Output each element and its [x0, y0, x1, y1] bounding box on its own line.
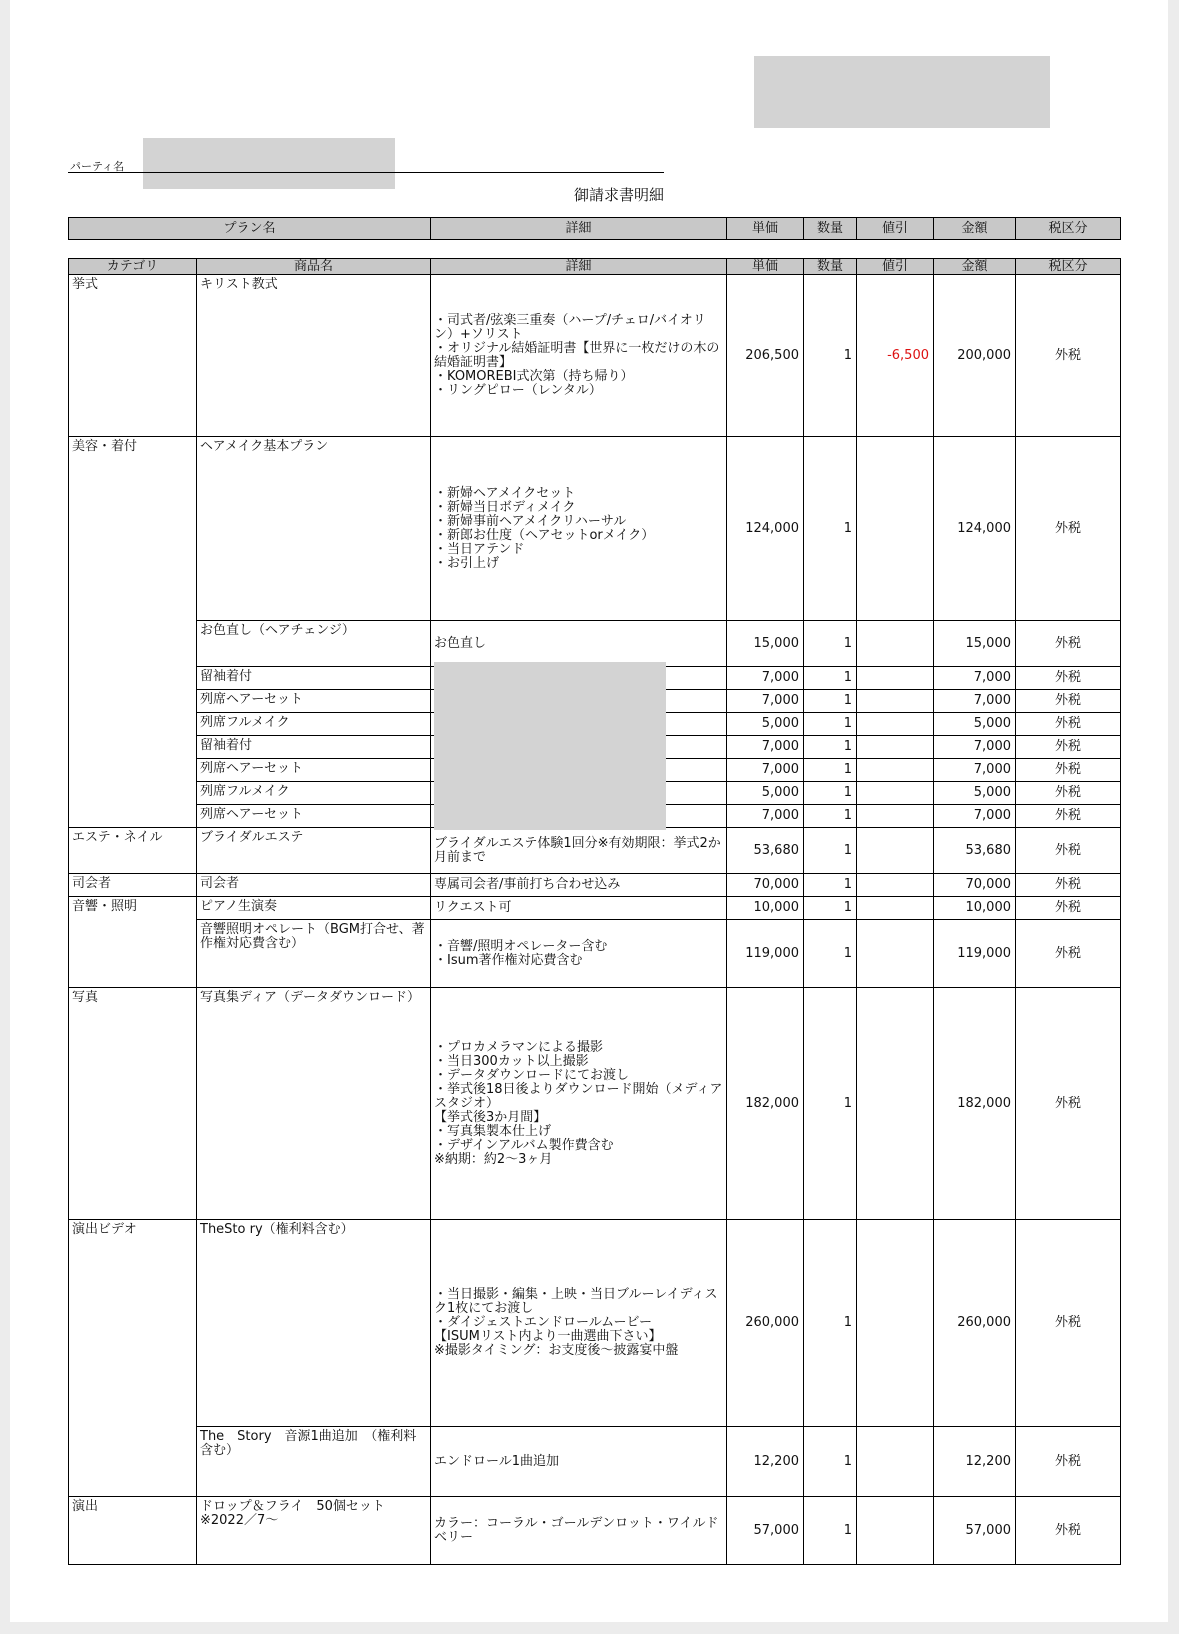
unit-price-cell: 119,000 [727, 920, 804, 988]
tax-category-cell: 外税 [1016, 437, 1121, 621]
discount-cell: -6,500 [857, 275, 934, 437]
product-name-cell: 留袖着付 [197, 736, 431, 759]
quantity-cell: 1 [804, 782, 857, 805]
discount-cell [857, 920, 934, 988]
quantity-cell: 1 [804, 437, 857, 621]
category-cell: 写真 [69, 988, 197, 1220]
detail-cell: 専属司会者/事前打ち合わせ込み [431, 874, 727, 897]
product-name-cell: 司会者 [197, 874, 431, 897]
amount-cell: 7,000 [934, 667, 1016, 690]
qty-header: 数量 [804, 259, 857, 275]
plan-discount-header: 値引 [857, 218, 934, 240]
tax-category-cell: 外税 [1016, 667, 1121, 690]
quantity-cell: 1 [804, 736, 857, 759]
table-row [69, 437, 1121, 621]
table-row [69, 897, 1121, 920]
tax-category-cell: 外税 [1016, 759, 1121, 782]
category-cell: 演出ビデオ [69, 1220, 197, 1497]
party-name-label: パーティ名 [70, 160, 125, 173]
plan-amount-header: 金額 [934, 218, 1016, 240]
party-name-underline [68, 172, 664, 173]
product-name-cell: 列席ヘアーセット [197, 690, 431, 713]
category-cell: 演出 [69, 1497, 197, 1565]
discount-cell [857, 667, 934, 690]
category-cell: 挙式 [69, 275, 197, 437]
unit-price-cell: 124,000 [727, 437, 804, 621]
tax-category-cell: 外税 [1016, 988, 1121, 1220]
table-row [69, 828, 1121, 874]
unit-price-cell: 182,000 [727, 988, 804, 1220]
tax-category-cell: 外税 [1016, 874, 1121, 897]
discount-cell [857, 897, 934, 920]
product-name-cell: The Story 音源1曲追加 （権利料含む） [197, 1427, 431, 1497]
tax-header: 税区分 [1016, 259, 1121, 275]
tax-category-cell: 外税 [1016, 275, 1121, 437]
table-row [69, 988, 1121, 1220]
product-name-cell: ドロップ＆フライ 50個セット ※2022／7～ [197, 1497, 431, 1565]
invoice-page [10, 0, 1168, 1622]
unit-price-cell: 5,000 [727, 782, 804, 805]
quantity-cell: 1 [804, 988, 857, 1220]
product-name-cell: 列席ヘアーセット [197, 759, 431, 782]
redacted-party-name [143, 138, 395, 189]
table-row [69, 1220, 1121, 1427]
amount-cell: 260,000 [934, 1220, 1016, 1427]
detail-cell: ・音響/照明オペレーター含む ・Isum著作権対応費含む [431, 920, 727, 988]
unit-price-cell: 5,000 [727, 713, 804, 736]
product-name-cell: ブライダルエステ [197, 828, 431, 874]
table-row [69, 621, 1121, 667]
unit-price-cell: 260,000 [727, 1220, 804, 1427]
category-cell: 美容・着付 [69, 437, 197, 828]
unit-price-cell: 12,200 [727, 1427, 804, 1497]
tax-category-cell: 外税 [1016, 713, 1121, 736]
quantity-cell: 1 [804, 713, 857, 736]
tax-category-cell: 外税 [1016, 621, 1121, 667]
discount-cell [857, 782, 934, 805]
product-name-cell: ヘアメイク基本プラン [197, 437, 431, 621]
tax-category-cell: 外税 [1016, 736, 1121, 759]
quantity-cell: 1 [804, 874, 857, 897]
discount-cell [857, 1497, 934, 1565]
plan-tax-header: 税区分 [1016, 218, 1121, 240]
quantity-cell: 1 [804, 275, 857, 437]
category-header: カテゴリ [69, 259, 197, 275]
detail-cell: エンドロール1曲追加 [431, 1427, 727, 1497]
detail-cell: お色直し [431, 621, 727, 667]
detail-cell: ・当日撮影・編集・上映・当日ブルーレイディスク1枚にてお渡し ・ダイジェストエンドロールムービー 【ISUMリスト内より一曲選曲下さい】 ※撮影タイミング：お支度後～披露宴中盤 [431, 1220, 727, 1427]
unit-price-cell: 7,000 [727, 667, 804, 690]
redacted-block-top [754, 56, 1050, 128]
amount-cell: 5,000 [934, 713, 1016, 736]
discount-cell [857, 874, 934, 897]
amount-cell: 119,000 [934, 920, 1016, 988]
tax-category-cell: 外税 [1016, 920, 1121, 988]
unit-price-cell: 7,000 [727, 805, 804, 828]
amount-cell: 7,000 [934, 805, 1016, 828]
product-name-cell: キリスト教式 [197, 275, 431, 437]
detail-cell: ・新婦ヘアメイクセット ・新婦当日ボディメイク ・新婦事前ヘアメイクリハーサル ・新郎お仕度（ヘアセットorメイク） ・当日アテンド ・お引上げ [431, 437, 727, 621]
quantity-cell: 1 [804, 621, 857, 667]
amount-cell: 182,000 [934, 988, 1016, 1220]
quantity-cell: 1 [804, 920, 857, 988]
plan-qty-header: 数量 [804, 218, 857, 240]
category-cell: 司会者 [69, 874, 197, 897]
amount-cell: 5,000 [934, 782, 1016, 805]
amount-cell: 15,000 [934, 621, 1016, 667]
product-name-cell: 列席ヘアーセット [197, 805, 431, 828]
tax-category-cell: 外税 [1016, 828, 1121, 874]
unit-price-cell: 70,000 [727, 874, 804, 897]
plan-header-table [68, 217, 1121, 240]
amount-cell: 53,680 [934, 828, 1016, 874]
tax-category-cell: 外税 [1016, 805, 1121, 828]
quantity-cell: 1 [804, 897, 857, 920]
quantity-cell: 1 [804, 667, 857, 690]
plan-price-header: 単価 [727, 218, 804, 240]
discount-cell [857, 1220, 934, 1427]
amount-header: 金額 [934, 259, 1016, 275]
discount-cell [857, 736, 934, 759]
product-header: 商品名 [197, 259, 431, 275]
unit-price-cell: 15,000 [727, 621, 804, 667]
amount-cell: 124,000 [934, 437, 1016, 621]
detail-header: 詳細 [431, 259, 727, 275]
unit-price-cell: 7,000 [727, 736, 804, 759]
product-name-cell: ピアノ生演奏 [197, 897, 431, 920]
detail-cell: ・司式者/弦楽三重奏（ハープ/チェロ/バイオリン）+ソリスト ・オリジナル結婚証明書【世界に一枚だけの木の結婚証明書】 ・KOMOREBI式次第（持ち帰り） ・リングピロー（レンタル） [431, 275, 727, 437]
discount-cell [857, 828, 934, 874]
tax-category-cell: 外税 [1016, 1220, 1121, 1427]
table-row [69, 1497, 1121, 1565]
unit-price-cell: 206,500 [727, 275, 804, 437]
discount-cell [857, 988, 934, 1220]
tax-category-cell: 外税 [1016, 897, 1121, 920]
table-row [69, 920, 1121, 988]
document-title: 御請求書明細 [573, 186, 664, 204]
table-row [69, 275, 1121, 437]
quantity-cell: 1 [804, 828, 857, 874]
product-name-cell: 音響照明オペレート（BGM打合せ、著作権対応費含む） [197, 920, 431, 988]
tax-category-cell: 外税 [1016, 690, 1121, 713]
product-name-cell: 列席フルメイク [197, 782, 431, 805]
unit-price-cell: 7,000 [727, 759, 804, 782]
detail-cell: カラー：コーラル・ゴールデンロット・ワイルドベリー [431, 1497, 727, 1565]
table-row [69, 1427, 1121, 1497]
category-cell: エステ・ネイル [69, 828, 197, 874]
amount-cell: 57,000 [934, 1497, 1016, 1565]
quantity-cell: 1 [804, 759, 857, 782]
quantity-cell: 1 [804, 690, 857, 713]
unit-price-cell: 53,680 [727, 828, 804, 874]
tax-category-cell: 外税 [1016, 1497, 1121, 1565]
unit-price-cell: 57,000 [727, 1497, 804, 1565]
amount-cell: 7,000 [934, 736, 1016, 759]
redacted-detail-block [434, 662, 666, 830]
amount-cell: 7,000 [934, 759, 1016, 782]
detail-cell: リクエスト可 [431, 897, 727, 920]
discount-cell [857, 805, 934, 828]
discount-cell [857, 713, 934, 736]
discount-cell [857, 621, 934, 667]
amount-cell: 70,000 [934, 874, 1016, 897]
detail-cell: ・プロカメラマンによる撮影 ・当日300カット以上撮影 ・データダウンロードにてお渡し ・挙式後18日後よりダウンロード開始（メディアスタジオ） 【挙式後3か月間】 ・写真集製本仕上げ ・デザインアルバム製作費含む ※納期：約2～3ヶ月 [431, 988, 727, 1220]
unit-price-cell: 10,000 [727, 897, 804, 920]
items-table [68, 258, 1121, 1565]
quantity-cell: 1 [804, 1220, 857, 1427]
product-name-cell: 留袖着付 [197, 667, 431, 690]
quantity-cell: 1 [804, 805, 857, 828]
unit-price-cell: 7,000 [727, 690, 804, 713]
plan-name-header: プラン名 [69, 218, 431, 240]
amount-cell: 200,000 [934, 275, 1016, 437]
product-name-cell: 写真集ディア（データダウンロード） [197, 988, 431, 1220]
amount-cell: 12,200 [934, 1427, 1016, 1497]
discount-cell [857, 759, 934, 782]
product-name-cell: お色直し（ヘアチェンジ） [197, 621, 431, 667]
table-row [69, 874, 1121, 897]
tax-category-cell: 外税 [1016, 1427, 1121, 1497]
detail-cell: ブライダルエステ体験1回分※有効期限：挙式2か月前まで [431, 828, 727, 874]
discount-header: 値引 [857, 259, 934, 275]
category-cell: 音響・照明 [69, 897, 197, 988]
discount-cell [857, 690, 934, 713]
discount-cell [857, 437, 934, 621]
tax-category-cell: 外税 [1016, 782, 1121, 805]
quantity-cell: 1 [804, 1497, 857, 1565]
product-name-cell: 列席フルメイク [197, 713, 431, 736]
price-header: 単価 [727, 259, 804, 275]
product-name-cell: TheSto ry（権利料含む） [197, 1220, 431, 1427]
plan-detail-header: 詳細 [431, 218, 727, 240]
amount-cell: 7,000 [934, 690, 1016, 713]
discount-cell [857, 1427, 934, 1497]
amount-cell: 10,000 [934, 897, 1016, 920]
quantity-cell: 1 [804, 1427, 857, 1497]
